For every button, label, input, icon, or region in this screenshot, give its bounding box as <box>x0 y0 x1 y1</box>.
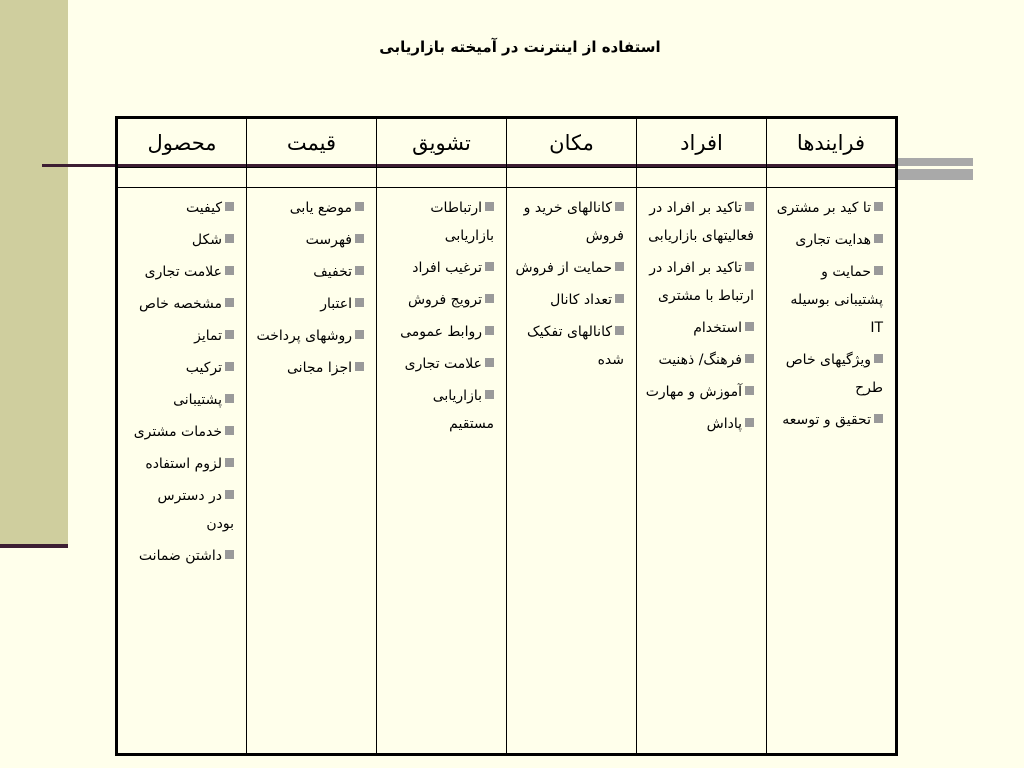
header-promotion: تشویق <box>377 118 507 168</box>
list-item: اعتبار <box>255 290 364 318</box>
list-item: فهرست <box>255 226 364 254</box>
square-bullet-icon <box>874 354 883 363</box>
decorative-side-line <box>0 544 68 548</box>
square-bullet-icon <box>355 330 364 339</box>
square-bullet-icon <box>225 330 234 339</box>
list-item: آموزش و مهارت <box>645 378 754 406</box>
list-item: حمایت و پشتیبانی بوسیله IT <box>790 264 883 336</box>
square-bullet-icon <box>225 362 234 371</box>
list-item: تاکید بر افراد در فعالیتهای بازاریابی <box>648 200 754 244</box>
column-processes <box>767 188 897 755</box>
list-item: تعداد کانال <box>515 286 624 314</box>
square-bullet-icon <box>485 262 494 271</box>
header-people: افراد <box>637 118 767 168</box>
square-bullet-icon <box>745 354 754 363</box>
list-item: فرهنگ/ ذهنیت <box>645 346 754 374</box>
list-item: حمایت از فروش <box>515 254 624 282</box>
list-item: تخفیف <box>255 258 364 286</box>
square-bullet-icon <box>615 262 624 271</box>
list-item: شکل <box>126 226 234 254</box>
list-item: ویژگیهای خاص طرح <box>785 352 883 396</box>
column-price <box>247 188 377 755</box>
slide-title: استفاده از اینترنت در آمیخته بازاریابی <box>379 38 661 56</box>
decorative-right-bar <box>896 158 973 180</box>
square-bullet-icon <box>485 326 494 335</box>
square-bullet-icon <box>745 262 754 271</box>
square-bullet-icon <box>225 550 234 559</box>
square-bullet-icon <box>355 202 364 211</box>
list-item: لزوم استفاده <box>126 450 234 478</box>
list-item: تمایز <box>126 322 234 350</box>
list-item: علامت تجاری <box>385 350 494 378</box>
list-item: کیفیت <box>126 194 234 222</box>
square-bullet-icon <box>225 298 234 307</box>
header-processes: فرایندها <box>767 118 897 168</box>
list-item: خدمات مشتری <box>126 418 234 446</box>
square-bullet-icon <box>615 202 624 211</box>
square-bullet-icon <box>745 386 754 395</box>
list-item: مشخصه خاص <box>126 290 234 318</box>
square-bullet-icon <box>355 362 364 371</box>
square-bullet-icon <box>874 414 883 423</box>
column-promotion <box>377 188 507 755</box>
square-bullet-icon <box>874 234 883 243</box>
square-bullet-icon <box>225 458 234 467</box>
list-item: ارتباطات بازاریابی <box>430 200 494 244</box>
square-bullet-icon <box>745 202 754 211</box>
square-bullet-icon <box>225 234 234 243</box>
list-item: استخدام <box>645 314 754 342</box>
list-item: پشتیبانی <box>126 386 234 414</box>
square-bullet-icon <box>874 266 883 275</box>
list-item: علامت تجاری <box>126 258 234 286</box>
marketing-mix-table <box>115 116 898 756</box>
list-item: داشتن ضمانت <box>126 542 234 570</box>
square-bullet-icon <box>874 202 883 211</box>
list-item: بازاریابی مستقیم <box>432 388 494 432</box>
square-bullet-icon <box>225 266 234 275</box>
list-item: کانالهای تفکیک شده <box>527 324 624 368</box>
column-place <box>507 188 637 755</box>
list-item: کانالهای خرید و فروش <box>523 200 624 244</box>
square-bullet-icon <box>225 426 234 435</box>
square-bullet-icon <box>355 234 364 243</box>
list-item: تا کید بر مشتری <box>775 194 883 222</box>
header-product: محصول <box>117 118 247 168</box>
header-price: قیمت <box>247 118 377 168</box>
square-bullet-icon <box>485 390 494 399</box>
square-bullet-icon <box>745 322 754 331</box>
list-item: هدایت تجاری <box>775 226 883 254</box>
square-bullet-icon <box>225 490 234 499</box>
square-bullet-icon <box>615 294 624 303</box>
table-body-row <box>117 188 897 755</box>
square-bullet-icon <box>745 418 754 427</box>
square-bullet-icon <box>485 358 494 367</box>
list-item: روشهای پرداخت <box>255 322 364 350</box>
square-bullet-icon <box>355 298 364 307</box>
table-header-row <box>117 118 897 168</box>
square-bullet-icon <box>225 202 234 211</box>
list-item: اجزا مجانی <box>255 354 364 382</box>
square-bullet-icon <box>485 202 494 211</box>
list-item: موضع یابی <box>255 194 364 222</box>
table-spacer-row <box>117 168 897 188</box>
decorative-side-band <box>0 0 68 548</box>
list-item: تاکید بر افراد در ارتباط با مشتری <box>649 260 754 304</box>
column-product <box>117 188 247 755</box>
column-people <box>637 188 767 755</box>
list-item: روابط عمومی <box>385 318 494 346</box>
list-item: ترکیب <box>126 354 234 382</box>
square-bullet-icon <box>225 394 234 403</box>
list-item: ترویج فروش <box>385 286 494 314</box>
header-place: مکان <box>507 118 637 168</box>
list-item: پاداش <box>645 410 754 438</box>
square-bullet-icon <box>485 294 494 303</box>
square-bullet-icon <box>615 326 624 335</box>
list-item: ترغیب افراد <box>385 254 494 282</box>
list-item: در دسترس بودن <box>157 488 234 532</box>
square-bullet-icon <box>355 266 364 275</box>
list-item: تحقیق و توسعه <box>775 406 883 434</box>
